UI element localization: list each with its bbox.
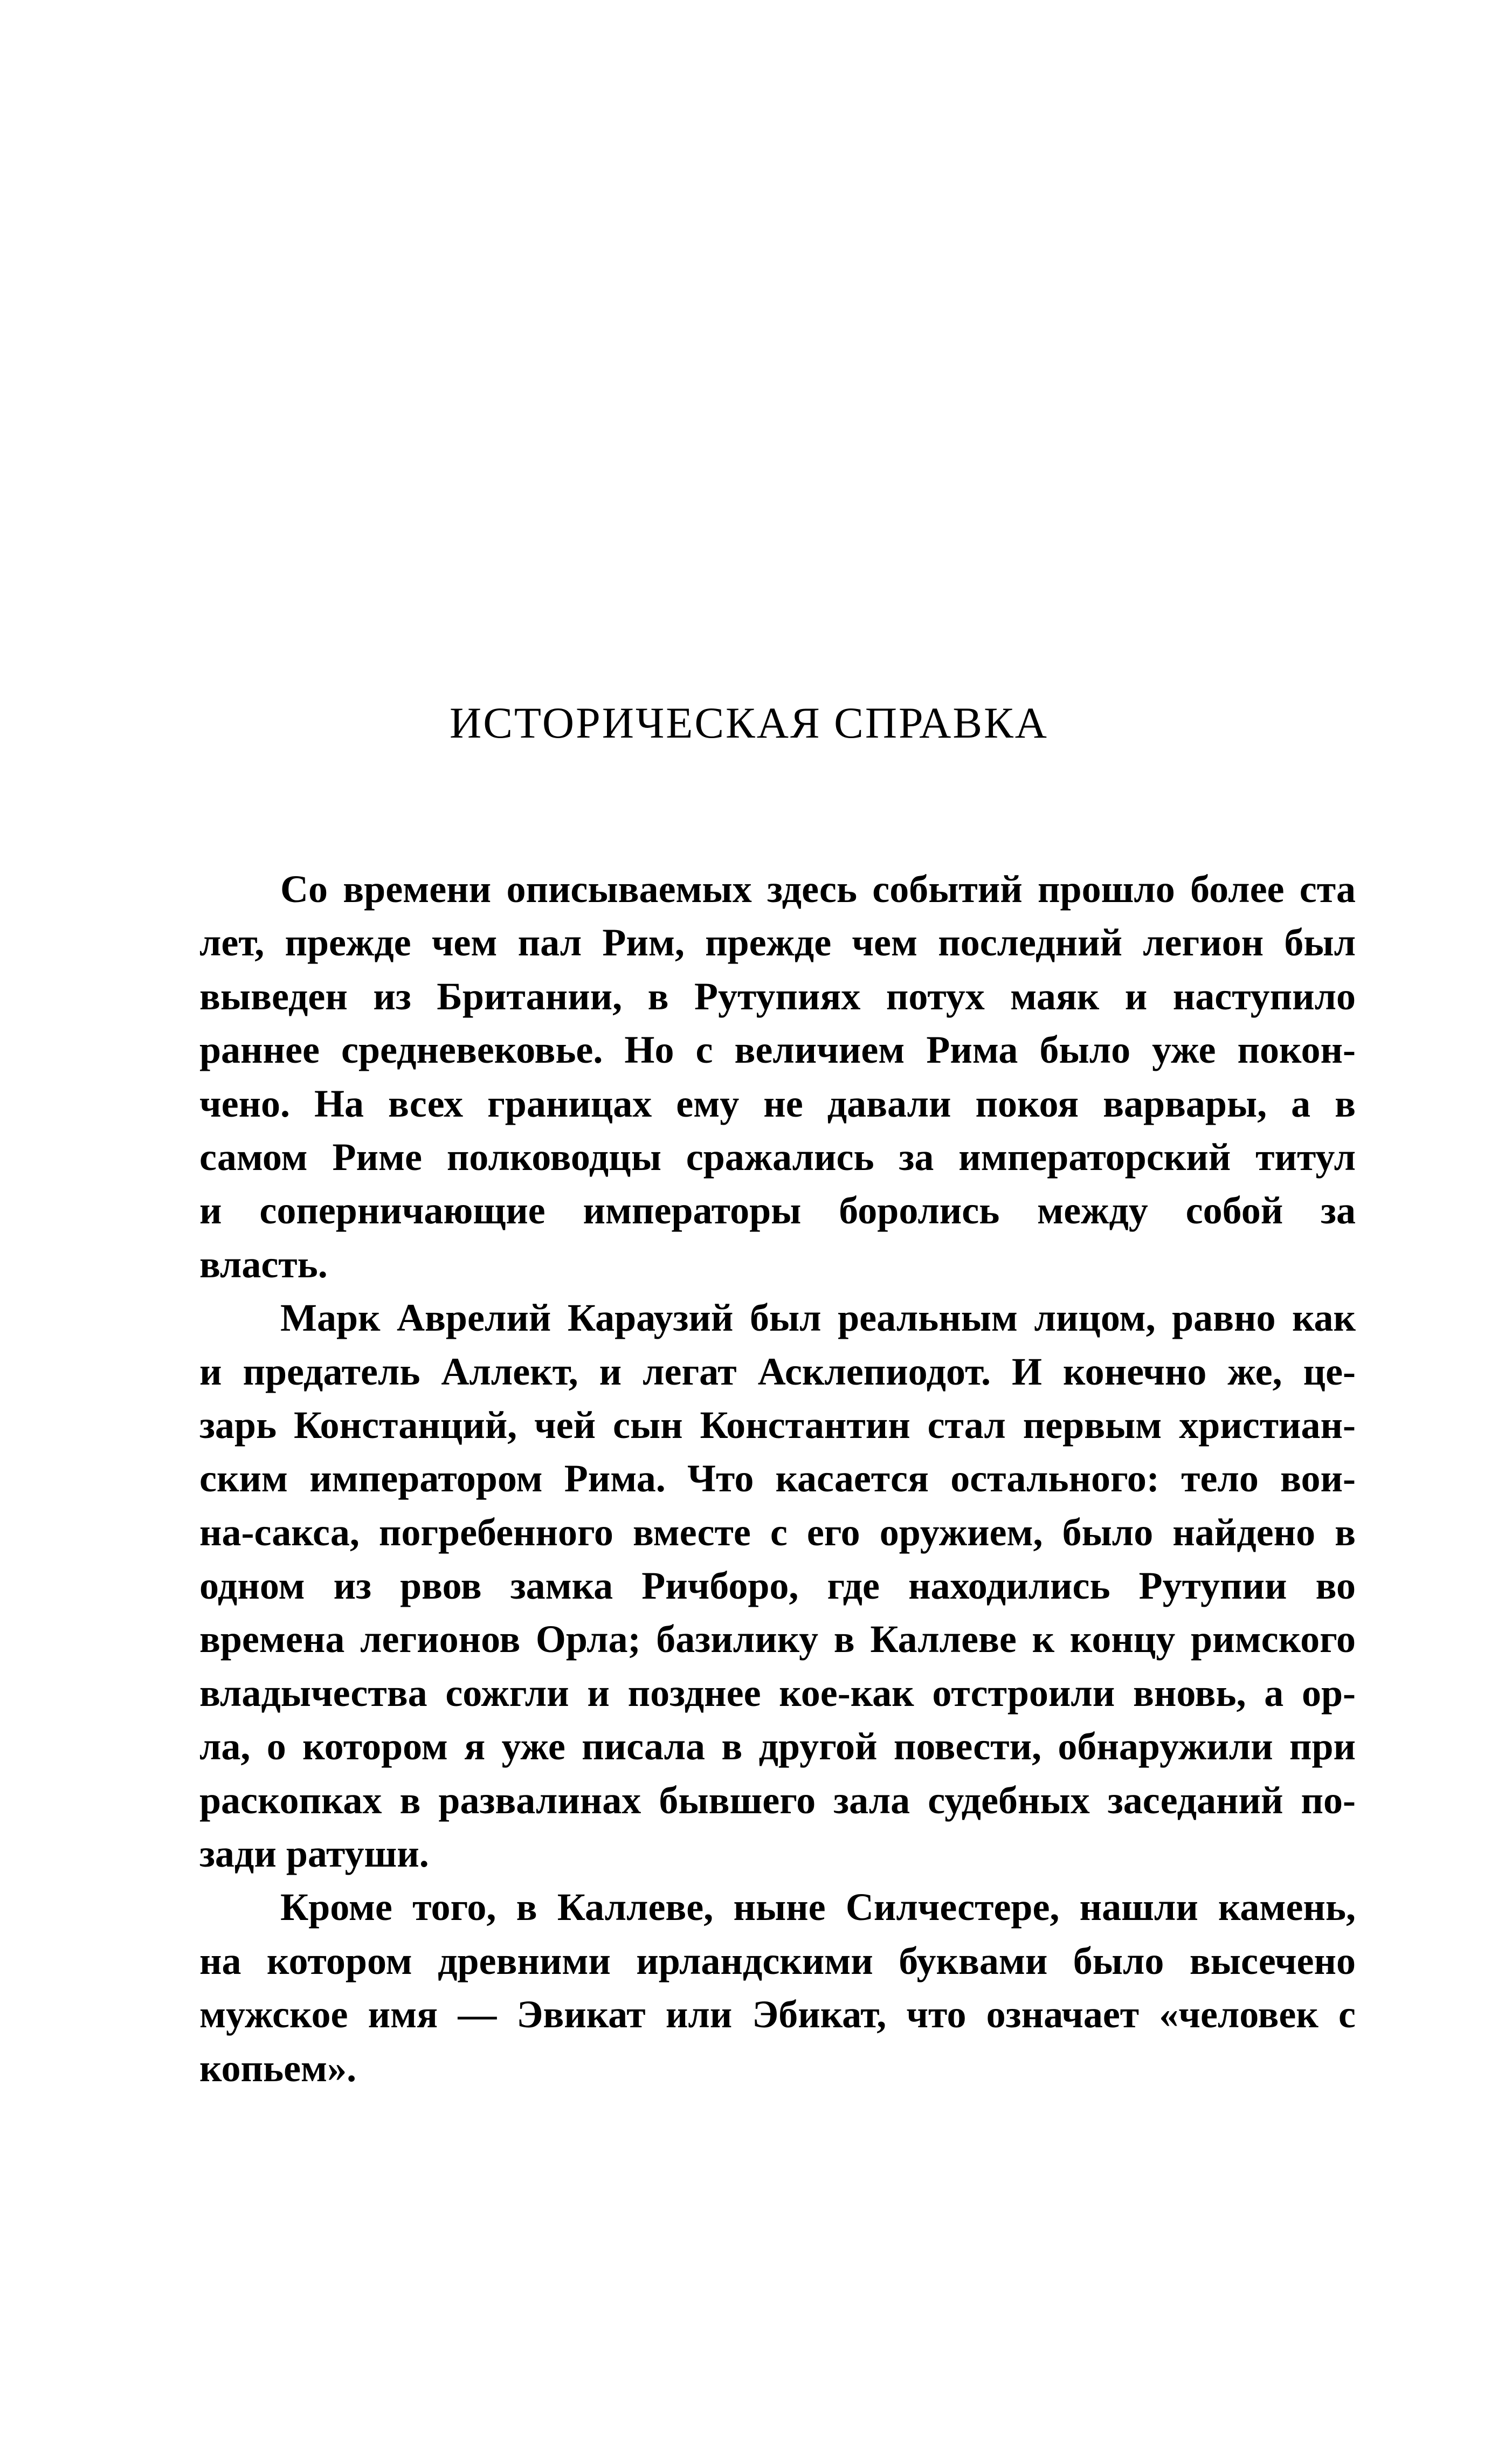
body-text xyxy=(199,863,1356,2095)
paragraph-3 xyxy=(199,1881,1356,2095)
text-line: одном из рвов замка Ричборо, где находились Рутупии во xyxy=(199,1564,1356,1608)
text-line: раскопках в развалинах бывшего зала судебных заседаний по- xyxy=(199,1778,1356,1822)
text-line: выведен из Британии, в Рутупиях потух маяк и наступило xyxy=(199,974,1356,1018)
text-line: самом Риме полководцы сражались за императорский титул xyxy=(199,1135,1356,1179)
text-line: ла, о котором я уже писала в другой повести, обнаружили при xyxy=(199,1725,1356,1768)
paragraph-2 xyxy=(199,1291,1356,1881)
text-line: времена легионов Орла; базилику в Каллеве к концу римского xyxy=(199,1618,1356,1661)
text-line: ским императором Рима. Что касается остального: тело вои- xyxy=(199,1457,1356,1501)
text-line: лет, прежде чем пал Рим, прежде чем последний легион был xyxy=(199,921,1356,965)
text-line: Со времени описываемых здесь событий прошло более ста xyxy=(280,868,1356,911)
text-line: раннее средневековье. Но с величием Рима было уже покон- xyxy=(199,1028,1356,1072)
text-line: власть. xyxy=(199,1242,328,1286)
text-line: зади ратуши. xyxy=(199,1832,429,1876)
text-line: мужское имя — Эвикат или Эбикат, что означает «человек с xyxy=(199,1993,1356,2036)
page-title: ИСТОРИЧЕСКАЯ СПРАВКА xyxy=(450,698,1048,747)
text-line: копьем». xyxy=(199,2046,357,2090)
text-line: Кроме того, в Каллеве, ныне Силчестере, нашли камень, xyxy=(280,1885,1356,1929)
text-line: и соперничающие императоры боролись между собой за xyxy=(199,1189,1356,1233)
text-line: Марк Аврелий Караузий был реальным лицом, равно как xyxy=(280,1296,1356,1340)
text-line: зарь Констанций, чей сын Константин стал первым христиан- xyxy=(199,1403,1356,1447)
text-line: чено. На всех границах ему не давали покоя варвары, а в xyxy=(199,1082,1356,1125)
text-line: на котором древними ирландскими буквами было высечено xyxy=(199,1939,1356,1983)
text-line: и предатель Аллект, и легат Асклепиодот. И конечно же, це- xyxy=(199,1350,1356,1393)
text-line: на-сакса, погребенного вместе с его оружием, было найдено в xyxy=(199,1510,1356,1554)
paragraph-1 xyxy=(199,863,1356,1291)
text-line: владычества сожгли и позднее кое-как отстроили вновь, а ор- xyxy=(199,1671,1356,1715)
